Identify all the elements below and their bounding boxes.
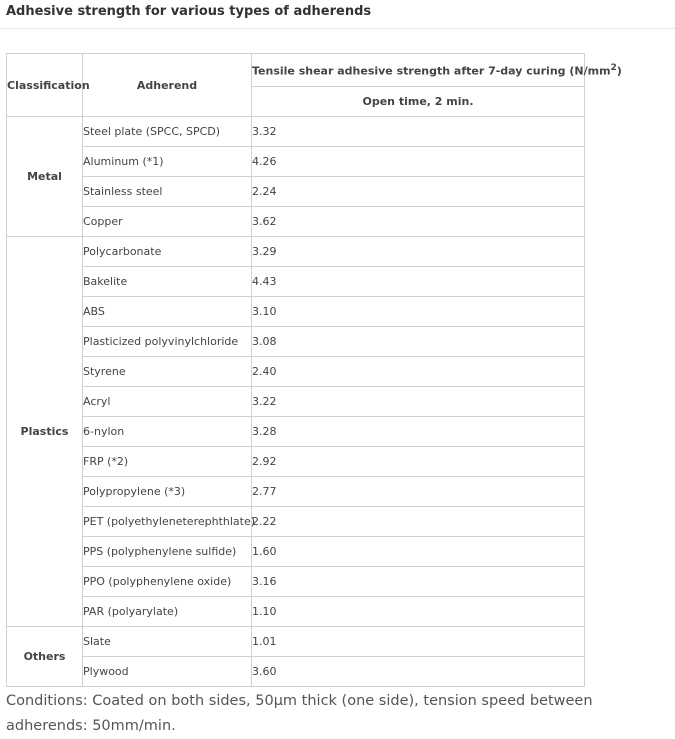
table-row — [7, 207, 585, 237]
header-strength — [252, 54, 622, 87]
header-adherend: Adherend — [83, 54, 252, 117]
table-row — [7, 567, 585, 597]
title-divider — [0, 28, 675, 29]
adherend-cell: Bakelite — [83, 267, 252, 297]
strength-value-cell: 2.40 — [252, 357, 585, 387]
header-open-time: Open time, 2 min. — [252, 87, 585, 117]
classification-cell: Plastics — [7, 237, 83, 627]
table-row — [7, 387, 585, 417]
adherend-cell: FRP (*2) — [83, 447, 252, 477]
strength-value-cell: 2.92 — [252, 447, 585, 477]
strength-value-cell: 4.43 — [252, 267, 585, 297]
page-title: Adhesive strength for various types of adherends — [6, 4, 372, 19]
table-row — [7, 267, 585, 297]
strength-value-cell: 1.01 — [252, 627, 585, 657]
strength-value-cell: 3.08 — [252, 327, 585, 357]
table-row — [7, 447, 585, 477]
header-strength-close: ) — [616, 64, 622, 78]
strength-value-cell: 3.10 — [252, 297, 585, 327]
strength-value-cell: 4.26 — [252, 147, 585, 177]
strength-value-cell: 3.62 — [252, 207, 585, 237]
table-row — [7, 297, 585, 327]
strength-value-cell: 1.10 — [252, 597, 585, 627]
adherend-cell: PET (polyethyleneterephthlate) — [83, 507, 252, 537]
classification-cell: Metal — [7, 117, 83, 237]
header-classification: Classification — [7, 54, 83, 117]
table-row — [7, 417, 585, 447]
strength-value-cell: 3.32 — [252, 117, 585, 147]
adherend-cell: PAR (polyarylate) — [83, 597, 252, 627]
adherend-cell: Steel plate (SPCC, SPCD) — [83, 117, 252, 147]
adherend-cell: 6-nylon — [83, 417, 252, 447]
adherend-cell: ABS — [83, 297, 252, 327]
table-row — [7, 237, 585, 267]
adherend-cell: Copper — [83, 207, 252, 237]
table-row — [7, 117, 585, 147]
strength-value-cell: 3.29 — [252, 237, 585, 267]
adherend-cell: Stainless steel — [83, 177, 252, 207]
strength-value-cell: 3.28 — [252, 417, 585, 447]
classification-cell: Others — [7, 627, 83, 687]
strength-value-cell: 3.60 — [252, 657, 585, 687]
adherend-cell: Acryl — [83, 387, 252, 417]
adherend-cell: PPO (polyphenylene oxide) — [83, 567, 252, 597]
table-row — [7, 597, 585, 627]
adherend-cell: Polycarbonate — [83, 237, 252, 267]
strength-value-cell: 1.60 — [252, 537, 585, 567]
table-row — [7, 177, 585, 207]
adherend-cell: PPS (polyphenylene sulfide) — [83, 537, 252, 567]
conditions-note: Conditions: Coated on both sides, 50µm thick (one side), tension speed between adherends: 50mm/min. — [6, 693, 593, 734]
strength-value-cell: 2.24 — [252, 177, 585, 207]
header-strength-sup: 2 — [610, 62, 617, 73]
table-row — [7, 147, 585, 177]
table-row — [7, 627, 585, 657]
adherend-cell: Plywood — [83, 657, 252, 687]
table-body — [7, 117, 585, 687]
adherend-cell: Plasticized polyvinylchloride — [83, 327, 252, 357]
table-row — [7, 507, 585, 537]
table-row — [7, 657, 585, 687]
strength-value-cell: 2.22 — [252, 507, 585, 537]
table-row — [7, 327, 585, 357]
table-row — [7, 537, 585, 567]
adherend-cell: Styrene — [83, 357, 252, 387]
adherend-cell: Slate — [83, 627, 252, 657]
adhesive-strength-table — [6, 53, 622, 687]
adherend-cell: Polypropylene (*3) — [83, 477, 252, 507]
adherend-cell: Aluminum (*1) — [83, 147, 252, 177]
header-strength-text: Tensile shear adhesive strength after 7-day curing (N/mm — [252, 64, 611, 78]
table-row — [7, 357, 585, 387]
strength-value-cell: 3.22 — [252, 387, 585, 417]
strength-value-cell: 3.16 — [252, 567, 585, 597]
strength-value-cell: 2.77 — [252, 477, 585, 507]
table-row — [7, 477, 585, 507]
